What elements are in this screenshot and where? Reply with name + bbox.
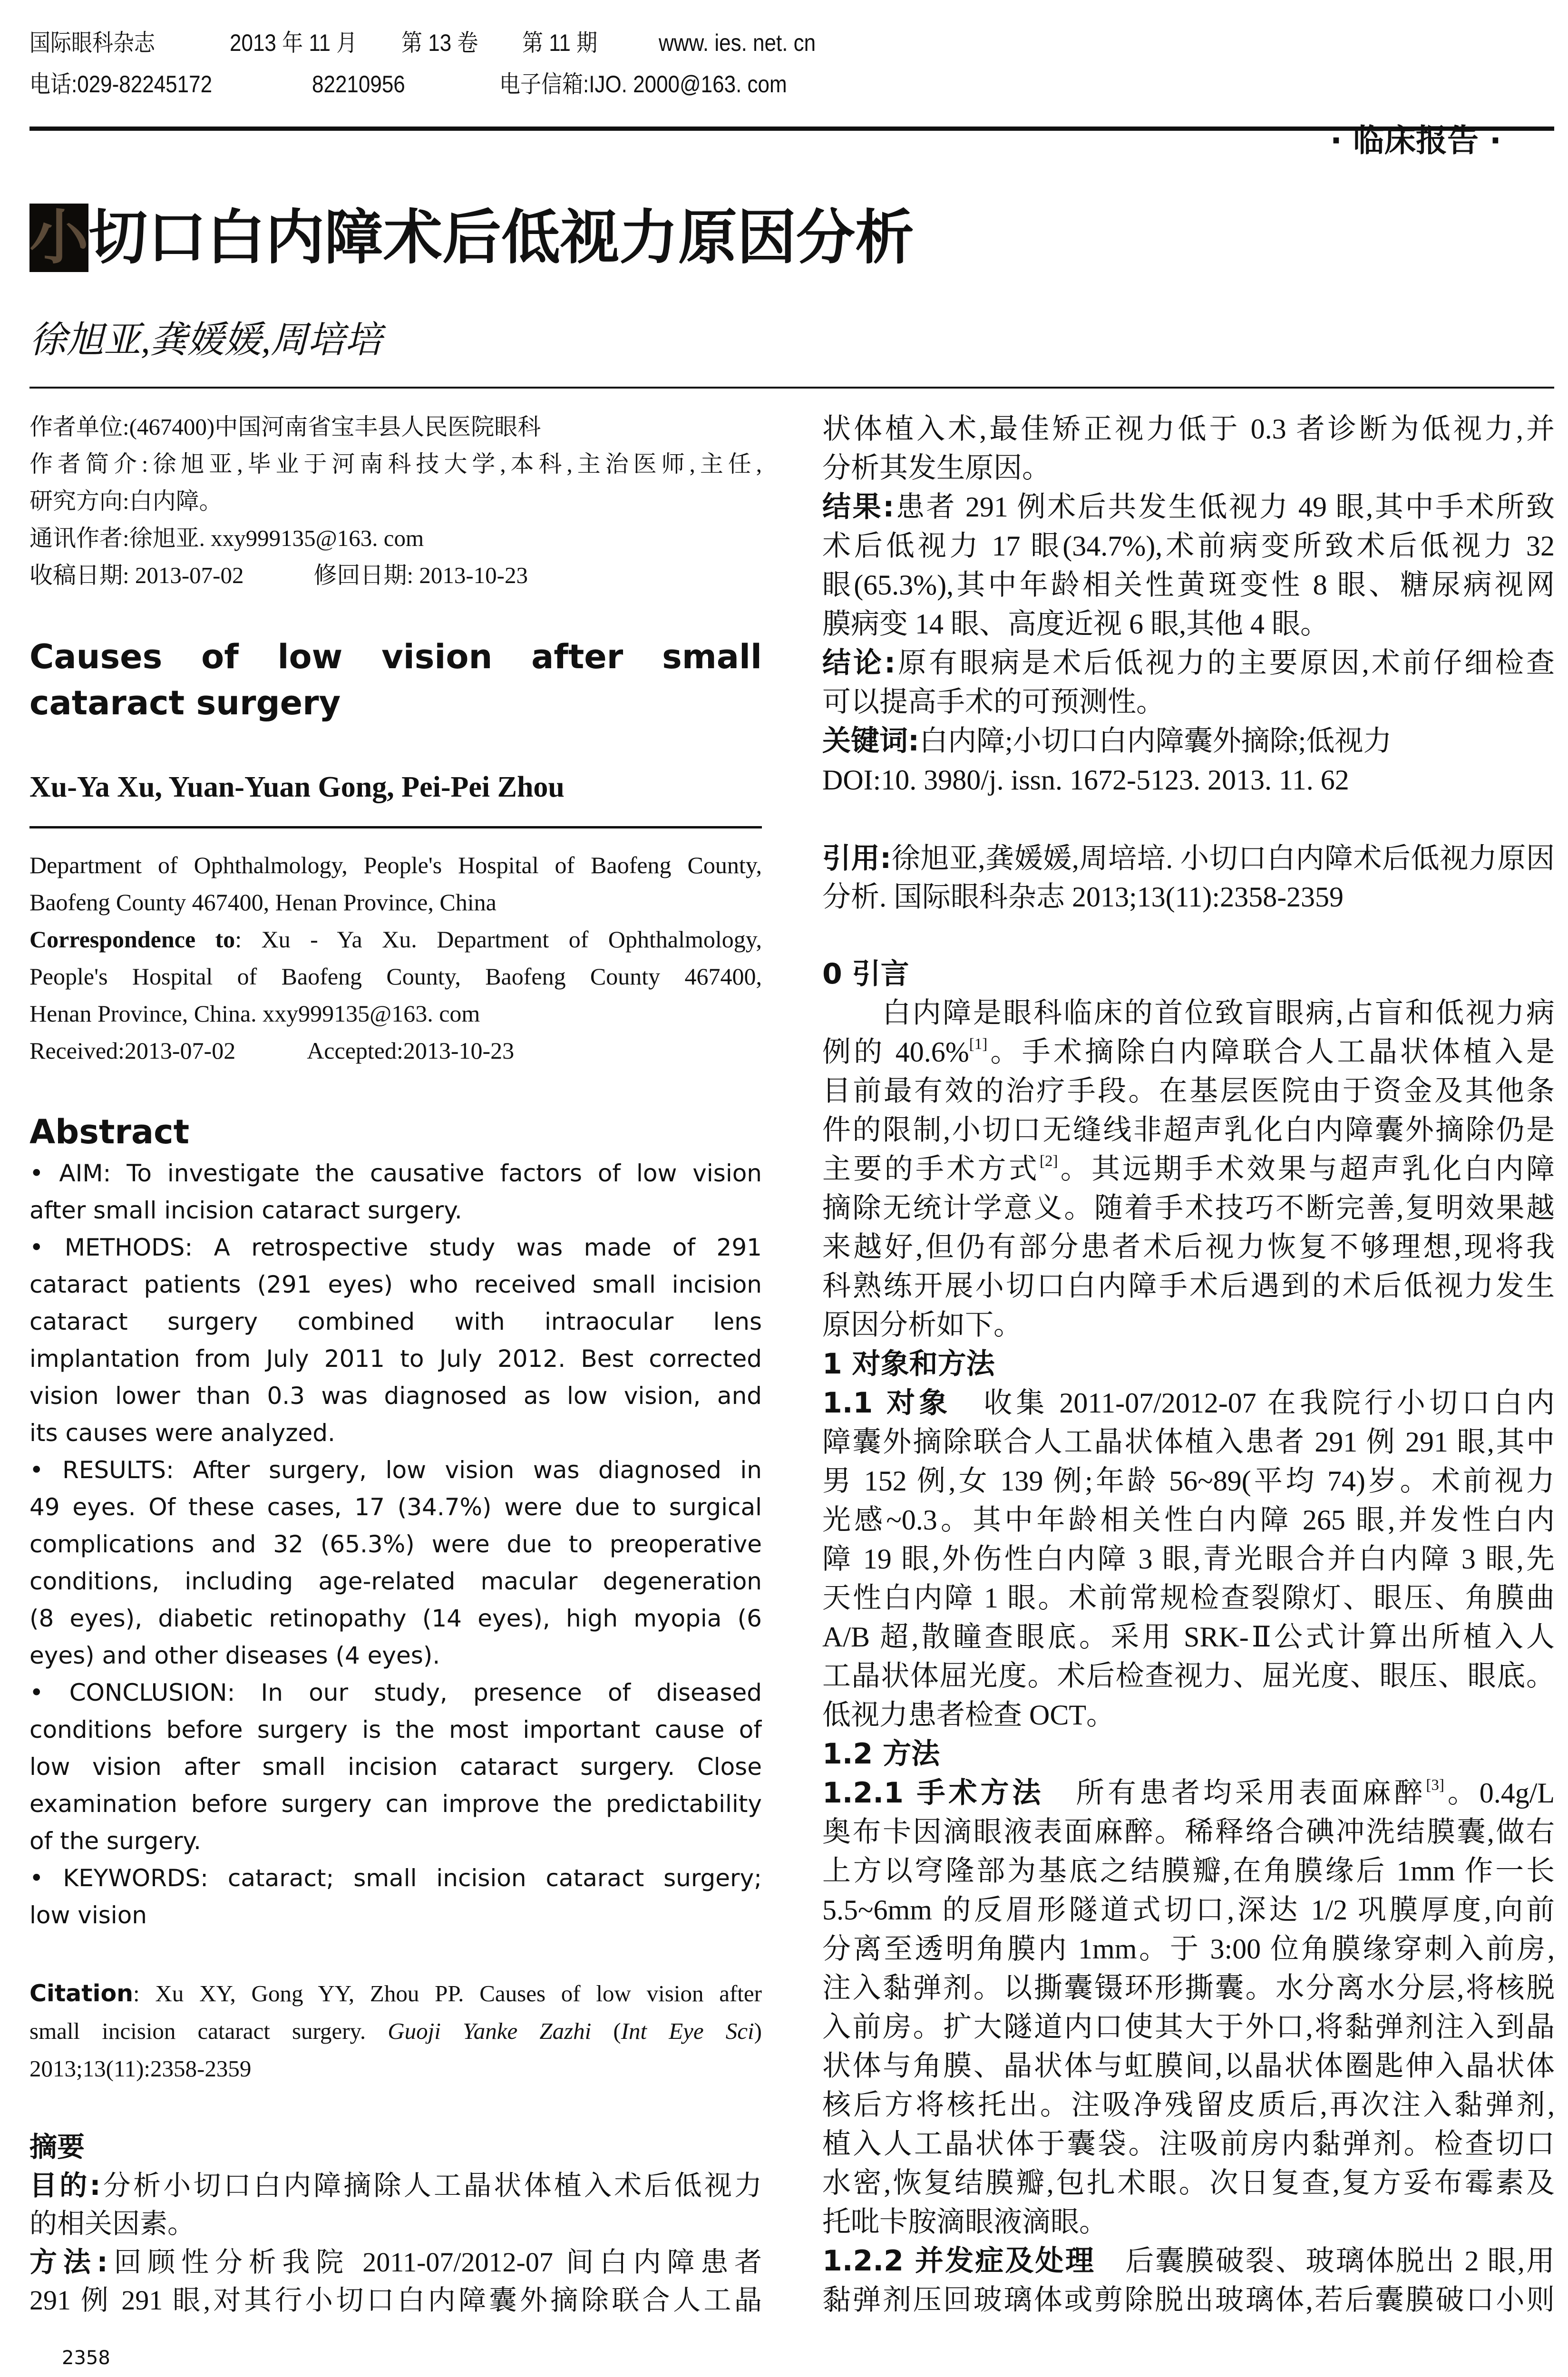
text-span: 1 对象和方法 xyxy=(822,1347,995,1381)
reference-marker: 49 eyes. Of these cases, 17 (34.7%) were due to surgical xyxy=(29,1493,762,1521)
english-authors xyxy=(29,768,648,806)
paragraph xyxy=(822,994,1555,1344)
text-line xyxy=(822,2241,1555,2280)
text-line xyxy=(822,1500,1555,1539)
text-line xyxy=(822,643,1555,682)
paragraph xyxy=(822,643,1555,721)
reference-marker: • AIM: To investigate the causative factors of low vision xyxy=(29,1159,762,1187)
reference-marker: low vision xyxy=(29,1901,147,1929)
paragraph xyxy=(822,487,1555,643)
text-line xyxy=(29,1303,762,1340)
reference-marker: 件的限制,小切口无缝线非超声乳化白内障囊外摘除仍是 xyxy=(822,1114,1555,1146)
reference-marker: 光感~0.3。其中年龄相关性白内障 265 眼,并发性白内 xyxy=(822,1504,1555,1536)
text-line xyxy=(822,760,1555,799)
reference-marker: 白内障;小切口白内障囊外摘除;低视力 xyxy=(919,725,1392,757)
paragraph xyxy=(29,2243,762,2319)
text-line xyxy=(29,995,762,1032)
reference-marker: 。其远期手术效果与超声乳化白内障 xyxy=(1058,1153,1555,1185)
text-line xyxy=(822,409,1555,448)
text-line xyxy=(29,1563,762,1600)
text-span: Correspondence to xyxy=(29,926,235,953)
text-span: 关键词: xyxy=(822,724,919,758)
reference-marker: Baofeng County 467400, Henan Province, China xyxy=(29,889,497,916)
text-line xyxy=(29,1526,762,1563)
text-line xyxy=(822,1773,1555,1812)
text-line xyxy=(29,958,762,995)
reference-marker: 术后低视力 17 眼(34.7%),术前病变所致术后低视力 32 xyxy=(822,530,1555,562)
paragraph xyxy=(29,409,762,446)
text-line xyxy=(822,1461,1555,1500)
reference-marker: 作者单位:(467400)中国河南省宝丰县人民医院眼科 xyxy=(29,414,541,440)
page-number: 2358 xyxy=(62,2347,110,2369)
text-line xyxy=(29,921,762,958)
text-line xyxy=(822,1851,1555,1890)
text-line xyxy=(29,1032,762,1069)
reference-marker: DOI:10. 3980/j. issn. 1672-5123. 2013. 11. 62 xyxy=(822,764,1349,796)
reference-marker: 水密,恢复结膜瓣,包扎术眼。次日复查,复方妥布霉素及 xyxy=(822,2167,1555,2199)
text-line xyxy=(822,1656,1555,1695)
reference-marker: 患者 291 例术后共发生低视力 49 眼,其中手术所致 xyxy=(894,491,1555,523)
text-line xyxy=(29,1377,762,1414)
text-line xyxy=(822,1617,1555,1656)
reference-marker: (8 eyes), diabetic retinopathy (14 eyes), high myopia (6 xyxy=(29,1605,762,1632)
text-line xyxy=(29,634,762,680)
text-span: Guoji Yanke Zazhi xyxy=(388,2018,592,2044)
text-line xyxy=(822,1383,1555,1422)
title-rest: 切口白内障术后低视力原因分析 xyxy=(88,204,915,272)
paragraph xyxy=(822,409,1555,487)
text-line xyxy=(822,1188,1555,1227)
reference-marker: 科熟练开展小切口白内障手术后遇到的术后低视力发生 xyxy=(822,1270,1555,1302)
text-line xyxy=(822,682,1555,721)
page-title xyxy=(29,202,914,273)
reference-marker: Henan Province, China. xxy999135@163. com xyxy=(29,1000,480,1027)
reference-marker: Received:2013-07-02 Accepted:2013-10-23 xyxy=(29,1037,515,1064)
reference-marker: its causes were analyzed. xyxy=(29,1419,335,1447)
reference-marker: 植入人工晶状体于囊袋。注吸前房内黏弹剂。检查切口 xyxy=(822,2128,1555,2160)
reference-marker: 黏弹剂压回玻璃体或剪除脱出玻璃体,若后囊膜破口小则 xyxy=(822,2284,1555,2316)
reference-marker: 天性白内障 1 眼。术前常规检查裂隙灯、眼压、角膜曲 xyxy=(822,1582,1555,1614)
paragraph xyxy=(822,1383,1555,1734)
phone-2: 82210956 xyxy=(312,71,405,97)
email: 电子信箱:IJO. 2000@163. com xyxy=(499,71,787,97)
paragraph xyxy=(822,1344,1555,1383)
paragraph xyxy=(822,760,1555,799)
text-line xyxy=(822,448,1555,487)
reference-marker: 膜病变 14 眼、高度近视 6 眼,其他 4 眼。 xyxy=(822,608,1329,640)
english-title xyxy=(29,634,762,726)
issue: 第 11 期 xyxy=(522,29,598,56)
reference-marker: 摘除无统计学意义。随着手术技巧不断完善,复明效果越 xyxy=(822,1192,1555,1224)
reference-marker: 低视力患者检查 OCT。 xyxy=(822,1699,1115,1731)
reference-marker: • RESULTS: After surgery, low vision was diagnosed in xyxy=(29,1456,762,1484)
paragraph xyxy=(29,446,762,520)
reference-marker: [1] xyxy=(969,1035,988,1053)
text-line xyxy=(822,1344,1555,1383)
text-span: 1.2.2 并发症及处理 xyxy=(822,2244,1096,2278)
paragraph xyxy=(29,520,762,557)
reference-marker: 奥布卡因滴眼液表面麻醉。稀释络合碘冲洗结膜囊,做右 xyxy=(822,1816,1555,1848)
paragraph xyxy=(29,1155,762,1229)
paragraph xyxy=(29,2166,762,2243)
paragraph xyxy=(822,839,1555,916)
text-line xyxy=(822,994,1555,1033)
paragraph xyxy=(29,1975,762,2087)
reference-marker: complications and 32 (65.3%) were due to preoperative xyxy=(29,1530,762,1558)
text-line xyxy=(29,1785,762,1822)
phone: 电话:029-82245172 xyxy=(29,71,213,97)
reference-marker: 障囊外摘除联合人工晶状体植入患者 291 例 291 眼,其中 xyxy=(822,1426,1555,1458)
paragraph xyxy=(29,847,762,921)
text-line xyxy=(29,1266,762,1303)
text-line xyxy=(822,1734,1555,1773)
volume: 第 13 卷 xyxy=(401,29,478,56)
text-line xyxy=(29,847,762,884)
paragraph xyxy=(29,1032,762,1069)
reference-marker: 的相关因素。 xyxy=(29,2208,195,2239)
reference-marker: A/B 超,散瞳查眼底。采用 SRK-Ⅱ公式计算出所植入人 xyxy=(822,1621,1555,1653)
text-line xyxy=(822,839,1555,878)
text-line xyxy=(822,1578,1555,1617)
reference-marker: 上方以穹隆部为基底之结膜瓣,在角膜缘后 1mm 作一长 xyxy=(822,1855,1555,1887)
reference-marker: 后囊膜破裂、玻璃体脱出 2 眼,用 xyxy=(1095,2245,1555,2277)
text-line xyxy=(822,2202,1555,2241)
reference-marker: 眼(65.3%),其中年龄相关性黄斑变性 8 眼、糖尿病视网 xyxy=(822,569,1555,601)
issue-date: 2013 年 11 月 xyxy=(230,29,358,56)
reference-marker: 托吡卡胺滴眼液滴眼。 xyxy=(822,2206,1108,2238)
reference-marker: • CONCLUSION: In our study, presence of diseased xyxy=(29,1679,762,1706)
reference-marker: 徐旭亚,龚媛媛,周培培. 小切口白内障术后低视力原因 xyxy=(891,843,1555,874)
reference-marker: ) xyxy=(754,2018,762,2044)
text-span: Citation xyxy=(29,1980,134,2007)
paragraph xyxy=(29,768,648,806)
text-line xyxy=(822,526,1555,565)
citation xyxy=(29,1975,762,2087)
text-line xyxy=(822,1968,1555,2007)
zh-abstract-left xyxy=(29,2166,762,2319)
text-line xyxy=(29,2012,762,2050)
text-line xyxy=(29,680,762,726)
text-span: 1.2.1 手术方法 xyxy=(822,1776,1044,1810)
paragraph xyxy=(29,634,762,726)
reference-marker: examination before surgery can improve the predictability xyxy=(29,1790,762,1818)
text-line xyxy=(822,487,1555,526)
journal-name: 国际眼科杂志 xyxy=(29,29,155,56)
section-tag: · 临床报告 · xyxy=(1330,122,1501,159)
reference-marker: 状体植入术,最佳矫正视力低于 0.3 者诊断为低视力,并 xyxy=(822,413,1555,445)
reference-marker: cataract patients (291 eyes) who received small incision xyxy=(29,1271,762,1298)
text-line xyxy=(822,1890,1555,1929)
text-line xyxy=(822,955,1555,994)
citation-cn xyxy=(822,839,1555,916)
text-span: 目的: xyxy=(29,2169,101,2202)
paragraph xyxy=(822,721,1555,760)
text-line xyxy=(822,2007,1555,2046)
reference-marker: small incision cataract surgery. xyxy=(29,2018,388,2044)
text-line xyxy=(29,2281,762,2320)
text-line xyxy=(822,2280,1555,2319)
left-rule xyxy=(29,826,762,828)
text-line xyxy=(29,2205,762,2243)
reference-marker: 男 152 例,女 139 例;年龄 56~89(平均 74)岁。术前视力 xyxy=(822,1465,1555,1497)
text-line xyxy=(29,768,648,806)
text-line xyxy=(29,1600,762,1637)
abstract-heading: Abstract xyxy=(29,1112,190,1151)
text-span: 引用: xyxy=(822,842,892,875)
reference-marker: 核后方将核托出。注吸净残留皮质后,再次注入黏弹剂, xyxy=(822,2089,1555,2121)
title-first-char: 小 xyxy=(29,204,89,272)
reference-marker: vision lower than 0.3 was diagnosed as low vision, and xyxy=(29,1382,762,1410)
text-line xyxy=(822,1111,1555,1150)
reference-marker: 5.5~6mm 的反眉形隧道式切口,深达 1/2 巩膜厚度,向前 xyxy=(822,1894,1555,1926)
reference-marker: 2013;13(11):2358-2359 xyxy=(29,2056,252,2082)
text-line xyxy=(29,1155,762,1192)
reference-marker: after small incision cataract surgery. xyxy=(29,1197,462,1224)
text-line xyxy=(822,1812,1555,1851)
reference-marker: • METHODS: A retrospective study was made of 291 xyxy=(29,1234,762,1261)
reference-marker: 可以提高手术的可预测性。 xyxy=(822,686,1165,718)
reference-marker: 障 19 眼,外伤性白内障 3 眼,青光眼合并白内障 3 眼,先 xyxy=(822,1543,1555,1575)
reference-marker: • KEYWORDS: cataract; small incision cataract surgery; xyxy=(29,1864,762,1892)
reference-marker: 收稿日期: 2013-07-02 修回日期: 2013-10-23 xyxy=(29,562,528,588)
text-line xyxy=(822,2085,1555,2124)
reference-marker: 白内障是眼科临床的首位致盲眼病,占盲和低视力病 xyxy=(882,997,1555,1029)
reference-marker: 分析. 国际眼科杂志 2013;13(11):2358-2359 xyxy=(822,881,1344,913)
reference-marker: 分析小切口白内障摘除人工晶状体植入术后低视力 xyxy=(100,2170,762,2201)
paragraph xyxy=(822,2241,1555,2319)
reference-marker: eyes) and other diseases (4 eyes). xyxy=(29,1642,440,1669)
author-info xyxy=(29,409,762,594)
paragraph xyxy=(822,1734,1555,1773)
paragraph xyxy=(822,1773,1555,2241)
text-line xyxy=(822,1695,1555,1734)
reference-marker: 。0.4g/L xyxy=(1444,1777,1555,1809)
reference-marker: 工晶状体屈光度。术后检查视力、屈光度、眼压、眼底。 xyxy=(822,1660,1555,1692)
reference-marker: People's Hospital of Baofeng County, Baofeng County 467400, xyxy=(29,963,762,990)
reference-marker: 分离至透明角膜内 1mm。于 3:00 位角膜缘穿刺入前房, xyxy=(822,1933,1555,1965)
text-span: 0 引言 xyxy=(822,957,909,991)
reference-marker: conditions, including age-related macular degeneration xyxy=(29,1568,762,1595)
reference-marker: ( xyxy=(591,2018,621,2044)
reference-marker: 原因分析如下。 xyxy=(822,1309,1022,1341)
paragraph xyxy=(29,1229,762,1452)
paragraph xyxy=(29,557,762,594)
text-span: 结论: xyxy=(822,646,896,680)
text-line xyxy=(29,1897,762,1934)
text-line xyxy=(822,1305,1555,1344)
text-line xyxy=(822,1266,1555,1305)
text-line xyxy=(822,2124,1555,2163)
reference-marker: 主要的手术方式 xyxy=(822,1153,1040,1185)
text-line xyxy=(29,884,762,921)
reference-marker: 原有眼病是术后低视力的主要原因,术前仔细检查 xyxy=(896,647,1555,679)
title-rule xyxy=(29,387,1554,389)
reference-marker: [2] xyxy=(1039,1152,1058,1170)
text-line xyxy=(29,1452,762,1489)
text-line xyxy=(29,2243,762,2281)
text-line xyxy=(29,483,762,520)
reference-marker: : Xu XY, Gong YY, Zhou PP. Causes of low vision after xyxy=(133,1980,762,2007)
text-line xyxy=(822,878,1555,916)
english-abstract xyxy=(29,1155,762,1934)
text-span: 1.1 对象 xyxy=(822,1386,952,1420)
text-line xyxy=(29,1748,762,1785)
authors-cn: 徐旭亚,龚媛媛,周培培 xyxy=(29,319,382,360)
reference-marker: 回顾性分析我院 2011-07/2012-07 间白内障患者 xyxy=(107,2247,762,2278)
reference-marker: 所有患者均采用表面麻醉 xyxy=(1044,1777,1426,1809)
reference-marker: 目前最有效的治疗手段。在基层医院由于资金及其他条 xyxy=(822,1075,1555,1107)
text-line xyxy=(822,1033,1555,1072)
text-line xyxy=(29,520,762,557)
reference-marker: 作者简介:徐旭亚,毕业于河南科技大学,本科,主治医师,主任, xyxy=(29,451,762,477)
affiliation xyxy=(29,847,762,1069)
text-line xyxy=(29,1975,762,2012)
text-line xyxy=(29,557,762,594)
reference-marker: cataract surgery xyxy=(29,683,341,722)
reference-marker: of the surgery. xyxy=(29,1827,201,1855)
text-line xyxy=(29,1192,762,1229)
text-line xyxy=(29,1229,762,1266)
reference-marker: [3] xyxy=(1426,1776,1444,1794)
reference-marker: Department of Ophthalmology, People's Hospital of Baofeng County, xyxy=(29,852,762,878)
reference-marker: 收集 2011-07/2012-07 在我院行小切口白内 xyxy=(951,1387,1555,1419)
header-rule xyxy=(29,127,1554,131)
text-line xyxy=(822,604,1555,643)
website-link[interactable]: www. ies. net. cn xyxy=(659,29,816,56)
reference-marker: 状体与角膜、晶状体与虹膜间,以晶状体圈匙伸入晶状体 xyxy=(822,2050,1555,2082)
reference-marker: 注入黏弹剂。以撕囊镊环形撕囊。水分离水分层,将核脱 xyxy=(822,1972,1555,2004)
reference-marker: low vision after small incision cataract surgery. Close xyxy=(29,1753,762,1781)
text-line xyxy=(822,1422,1555,1461)
text-span: 方法: xyxy=(29,2246,108,2278)
text-line xyxy=(822,2163,1555,2202)
reference-marker: 291 例 291 眼,对其行小切口白内障囊外摘除联合人工晶 xyxy=(29,2284,762,2316)
text-line xyxy=(822,1539,1555,1578)
reference-marker: 来越好,但仍有部分患者术后视力恢复不够理想,现将我 xyxy=(822,1231,1555,1263)
reference-marker: 研究方向:白内障。 xyxy=(29,488,223,514)
text-span: Int Eye Sci xyxy=(621,2018,754,2044)
reference-marker: Causes of low vision after small xyxy=(29,637,762,676)
text-line xyxy=(29,1822,762,1860)
paragraph xyxy=(29,1860,762,1934)
text-line xyxy=(29,409,762,446)
reference-marker: 分析其发生原因。 xyxy=(822,452,1051,484)
paragraph xyxy=(29,921,762,1032)
text-line xyxy=(29,2050,762,2087)
text-line xyxy=(822,2046,1555,2085)
reference-marker: : Xu - Ya Xu. Department of Ophthalmology, xyxy=(235,926,762,953)
text-span: 结果: xyxy=(822,490,895,524)
text-line xyxy=(29,1637,762,1674)
reference-marker: cataract surgery combined with intraocular lens xyxy=(29,1308,762,1335)
text-line xyxy=(822,565,1555,604)
text-line xyxy=(29,1340,762,1377)
text-line xyxy=(822,1227,1555,1266)
text-line xyxy=(29,1674,762,1711)
reference-marker: Xu-Ya Xu, Yuan-Yuan Gong, Pei-Pei Zhou xyxy=(29,771,565,803)
zh-abstract-heading: 摘要 xyxy=(29,2131,85,2163)
text-line xyxy=(29,1711,762,1748)
text-line xyxy=(29,2166,762,2205)
paragraph xyxy=(29,1674,762,1860)
reference-marker: 例的 40.6% xyxy=(822,1036,969,1068)
text-line xyxy=(822,1150,1555,1188)
text-line xyxy=(822,721,1555,760)
text-line xyxy=(29,1860,762,1897)
text-line xyxy=(29,446,762,483)
paragraph xyxy=(29,1452,762,1674)
text-line xyxy=(29,1489,762,1526)
reference-marker: 。手术摘除白内障联合人工晶状体植入是 xyxy=(987,1036,1555,1068)
text-line xyxy=(822,1072,1555,1111)
reference-marker: 入前房。扩大隧道内口使其大于外口,将黏弹剂注入到晶 xyxy=(822,2011,1555,2043)
reference-marker: implantation from July 2011 to July 2012. Best corrected xyxy=(29,1345,762,1373)
text-line xyxy=(822,1929,1555,1968)
text-line xyxy=(29,1414,762,1452)
reference-marker: conditions before surgery is the most important cause of xyxy=(29,1716,762,1744)
reference-marker: 通讯作者:徐旭亚. xxy999135@163. com xyxy=(29,525,424,551)
article-body xyxy=(822,955,1555,2319)
zh-abstract-right xyxy=(822,409,1555,799)
text-span: 1.2 方法 xyxy=(822,1737,940,1771)
paragraph xyxy=(822,955,1555,994)
